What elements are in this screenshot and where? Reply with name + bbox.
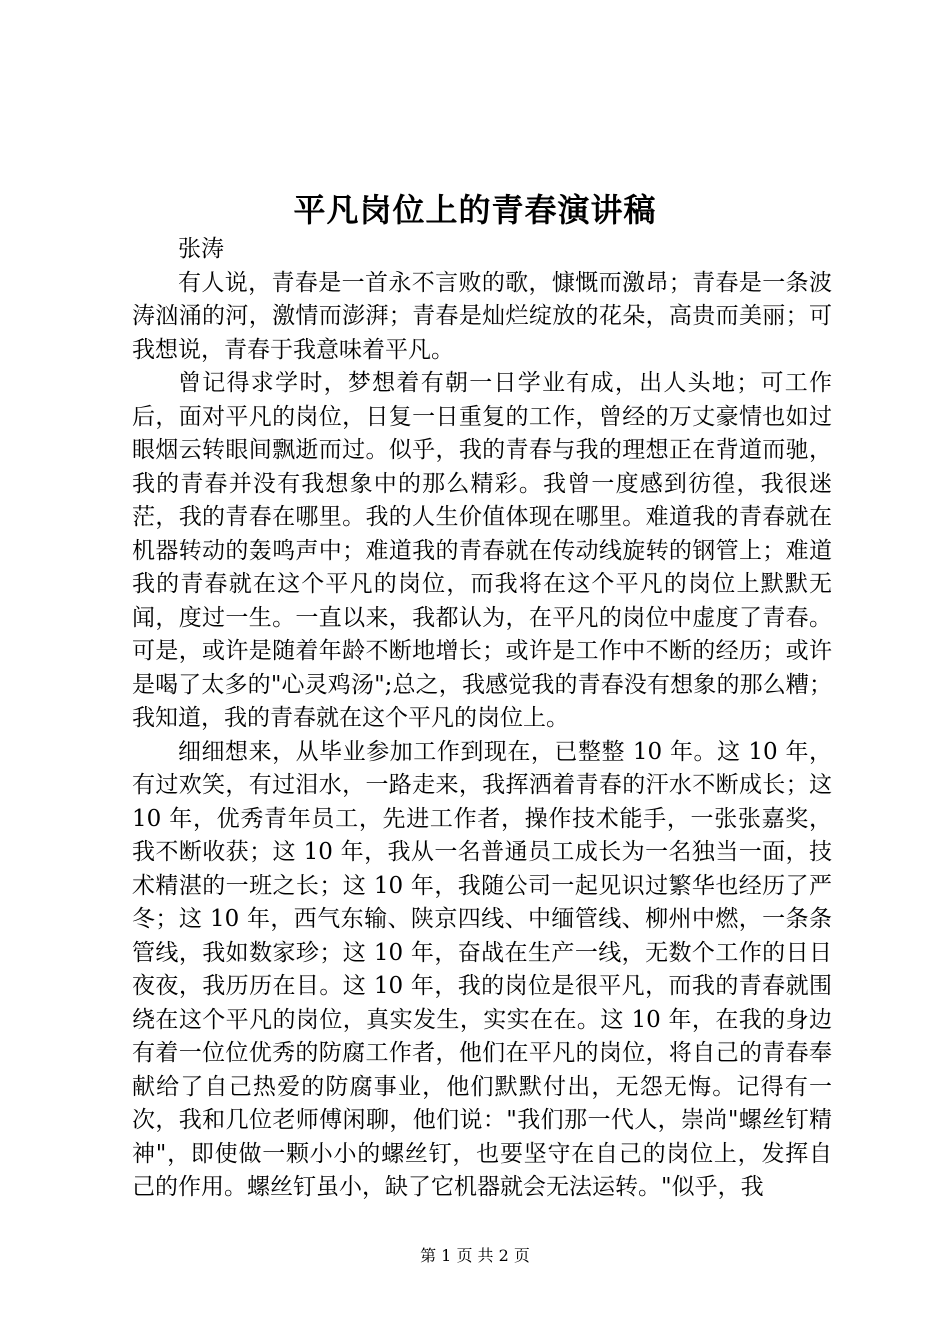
paragraph-3: 细细想来，从毕业参加工作到现在，已整整 10 年。这 10 年，有过欢笑，有过泪水，一路走来，我挥洒着青春的汗水不断成长；这 10 年，优秀青年员工，先进工作者，操作技术能手，一张张嘉奖，我不断收获；这 10 年，我从一名普通员工成长为一名独当一面，技术精湛的一班之长；这 10 年，我随公司一起见识过繁华也经历了严冬；这 10 年，西气东输、陕京四线、中缅管线、柳州中燃，一条条管线，我如数家珍；这 10 年，奋战在生产一线，无数个工作的日日夜夜，我历历在目。这 10 年，我的岗位是很平凡，而我的青春就围绕在这个平凡的岗位，真实发生，实实在在。这 10 年，在我的身边有着一位位优秀的防腐工作者，他们在平凡的岗位，将自己的青春奉献给了自己热爱的防腐事业，他们默默付出，无怨无悔。记得有一次，我和几位老师傅闲聊，他们说："我们那一代人，崇尚"螺丝钉精神"，即使做一颗小小的螺丝钉，也要坚守在自己的岗位上，发挥自己的作用。螺丝钉虽小，缺了它机器就会无法运转。"似乎，我	[132, 738, 832, 1200]
page-footer: 第 1 页 共 2 页	[420, 1246, 530, 1265]
document-title: 平凡岗位上的青春演讲稿	[293, 191, 657, 229]
author-line: 张涛	[178, 236, 224, 262]
paragraph-2: 曾记得求学时，梦想着有朝一日学业有成，出人头地；可工作后，面对平凡的岗位，日复一日重复的工作，曾经的万丈豪情也如过眼烟云转眼间飘逝而过。似乎，我的青春与我的理想正在背道而驰，我的青春并没有我想象中的那么精彩。我曾一度感到彷徨，我很迷茫，我的青春在哪里。我的人生价值体现在哪里。难道我的青春就在机器转动的轰鸣声中；难道我的青春就在传动线旋转的钢管上；难道我的青春就在这个平凡的岗位，而我将在这个平凡的岗位上默默无闻，度过一生。一直以来，我都认为，在平凡的岗位中虚度了青春。可是，或许是随着年龄不断地增长；或许是工作中不断的经历；或许是喝了太多的"心灵鸡汤";总之，我感觉我的青春没有想象的那么糟；我知道，我的青春就在这个平凡的岗位上。	[132, 370, 832, 731]
document-body	[132, 233, 832, 1205]
paragraph-1: 有人说，青春是一首永不言败的歌，慷慨而激昂；青春是一条波涛汹涌的河，激情而澎湃；青春是灿烂绽放的花朵，高贵而美丽；可我想说，青春于我意味着平凡。	[132, 269, 832, 363]
